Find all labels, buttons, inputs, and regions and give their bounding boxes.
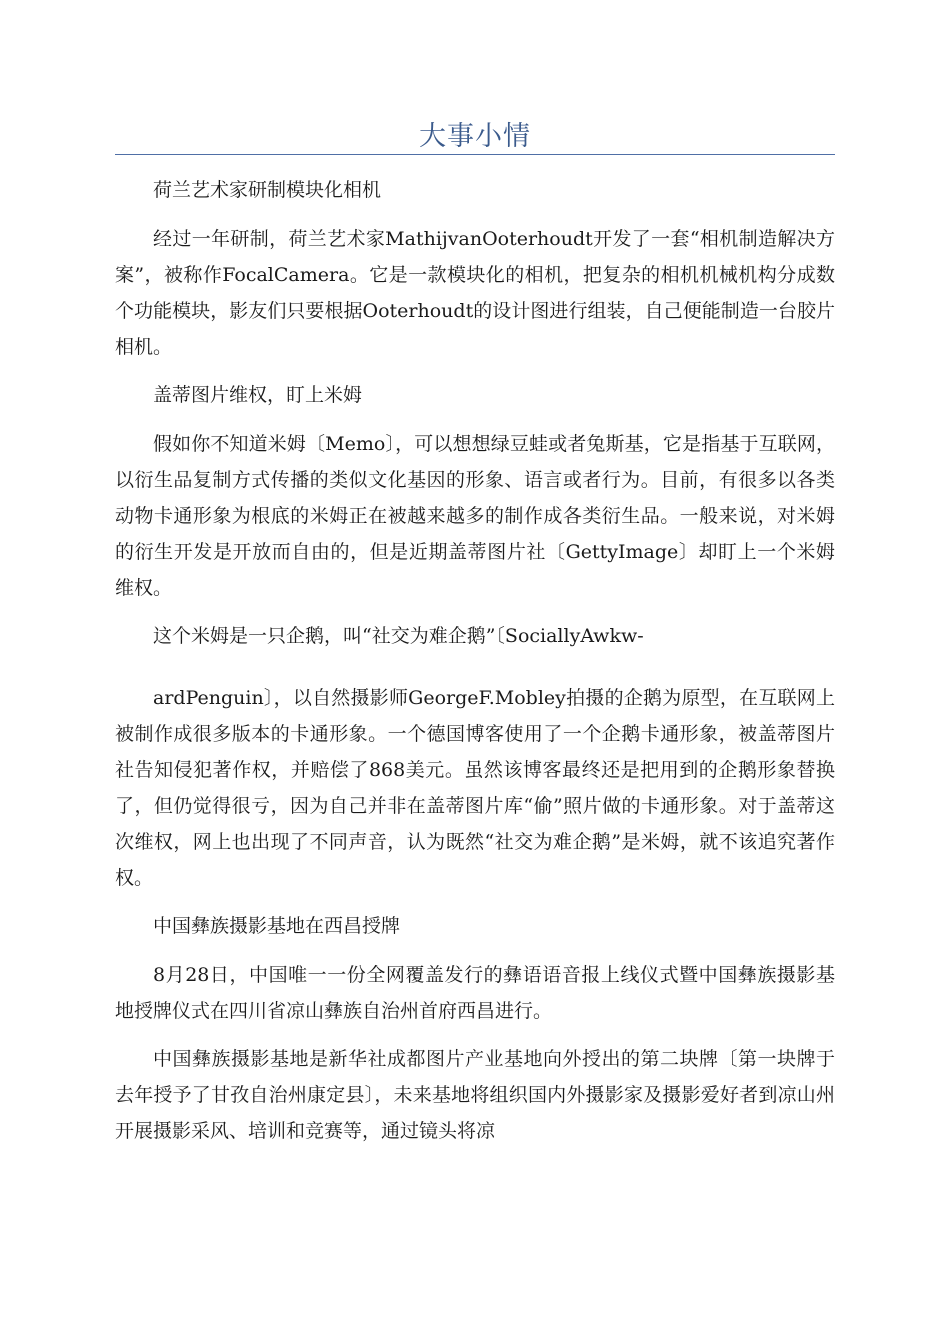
title-divider — [115, 154, 835, 155]
article-body — [115, 172, 835, 1161]
section-heading-getty: 盖蒂图片维权，盯上米姆 — [153, 384, 363, 406]
paragraph-base-plan: 中国彝族摄影基地是新华社成都图片产业基地向外授出的第二块牌〔第一块牌于去年授予了甘孜自治州康定县〕，未来基地将组织国内外摄影家及摄影爱好者到凉山州开展摄影采风、培训和竞赛等，通过镜头将凉 — [115, 1048, 835, 1142]
paragraph-camera: 经过一年研制，荷兰艺术家MathijvanOoterhoudt开发了一套“相机制造解决方案”，被称作FocalCamera。它是一款模块化的相机，把复杂的相机机械机构分成数个功能模块，影友们只要根据Ooterhoudt的设计图进行组装，自己便能制造一台胶片相机。 — [115, 228, 835, 358]
paragraph-ceremony: 8月28日，中国唯一一份全网覆盖发行的彝语语音报上线仪式暨中国彝族摄影基地授牌仪式在四川省凉山彝族自治州首府西昌进行。 — [115, 964, 835, 1022]
paragraph-meme: 假如你不知道米姆〔Memo〕，可以想想绿豆蛙或者兔斯基，它是指基于互联网，以衍生品复制方式传播的类似文化基因的形象、语言或者行为。目前，有很多以各类动物卡通形象为根底的米姆正在被越来越多的制作成各类衍生品。一般来说，对米姆的衍生开发是开放而自由的，但是近期盖蒂图片社〔GettyImage〕却盯上一个米姆维权。 — [115, 433, 835, 599]
paragraph-penguin-detail: ardPenguin〕，以自然摄影师GeorgeF.Mobley拍摄的企鹅为原型，在互联网上被制作成很多版本的卡通形象。一个德国博客使用了一个企鹅卡通形象，被盖蒂图片社告知侵犯著作权，并赔偿了868美元。虽然该博客最终还是把用到的企鹅形象替换了，但仍觉得很亏，因为自己并非在盖蒂图片库“偷”照片做的卡通形象。对于盖蒂这次维权，网上也出现了不同声音，认为既然“社交为难企鹅”是米姆，就不该追究著作权。 — [115, 687, 835, 889]
section-heading-yi-base: 中国彝族摄影基地在西昌授牌 — [153, 915, 401, 937]
page-title: 大事小情 — [419, 121, 531, 152]
paragraph-penguin-intro: 这个米姆是一只企鹅，叫“社交为难企鹅”〔SociallyAwkw- — [153, 625, 644, 647]
section-heading-camera: 荷兰艺术家研制模块化相机 — [153, 179, 382, 201]
